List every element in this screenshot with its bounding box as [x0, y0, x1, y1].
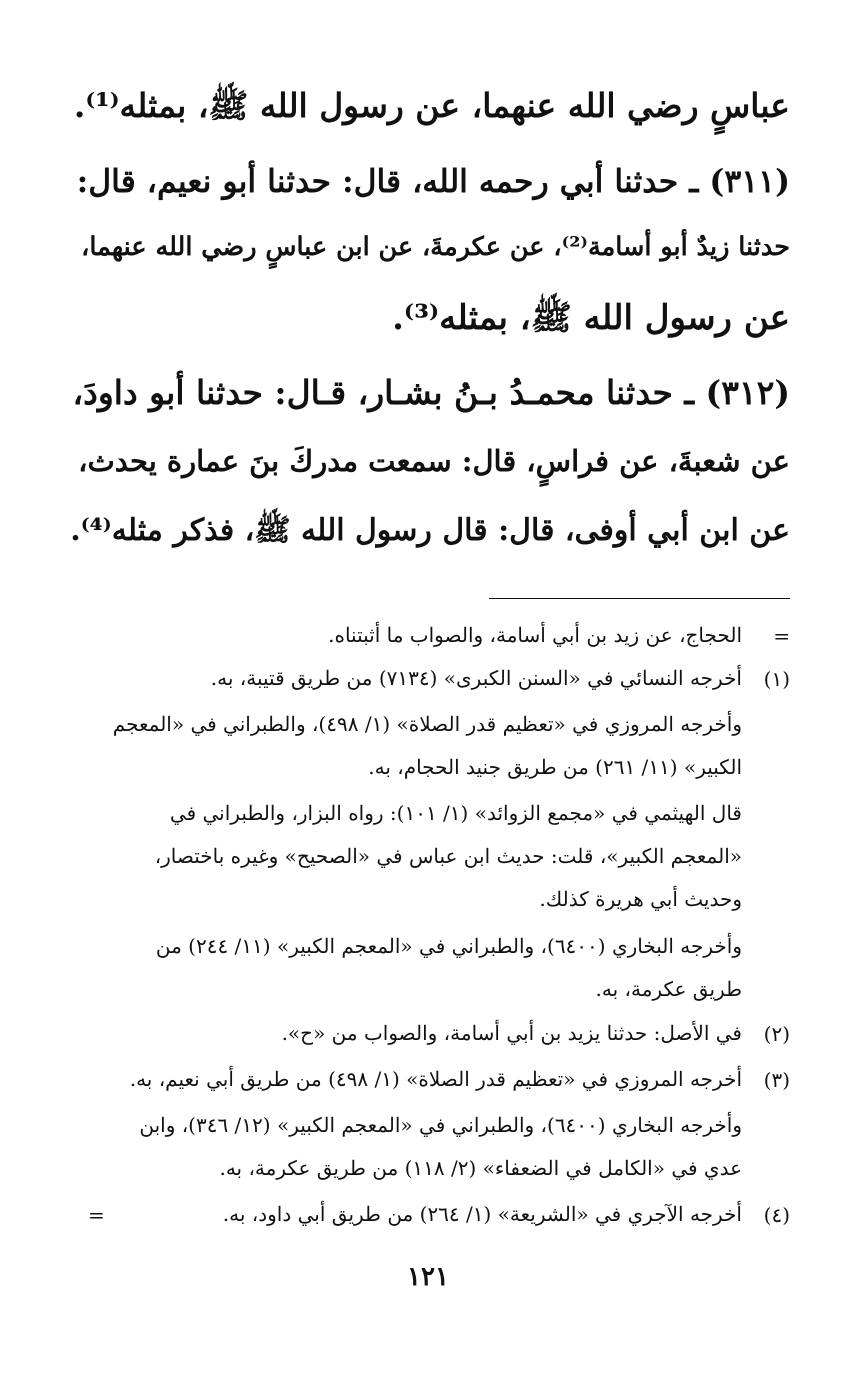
- main-line-7: عن ابن أبي أوفى، قال: قال رسول الله ﷺ، فذكر مثله⁽⁴⁾.: [70, 513, 790, 548]
- main-line-4: عن رسول الله ﷺ، بمثله⁽³⁾.: [392, 298, 790, 338]
- footnote-1-line-7: وأخرجه البخاري (٦٤٠٠)، والطبراني في «المعجم الكبير» (١١/ ٢٤٤) من: [155, 934, 742, 958]
- main-line-1: عباسٍ رضي الله عنهما، عن رسول الله ﷺ، بمثله⁽¹⁾.: [73, 86, 790, 125]
- footnote-1-mark: (١): [763, 667, 790, 691]
- footnote-4-line-1: أخرجه الآجري في «الشريعة» (١/ ٢٦٤) من طريق أبي داود، به.: [222, 1202, 742, 1226]
- footnote-1-line-6: وحديث أبي هريرة كذلك.: [539, 887, 742, 911]
- footnote-2-line-1: في الأصل: حدثنا يزيد بن أبي أسامة، والصواب من «ح».: [281, 1021, 742, 1045]
- footnote-2-mark: (٢): [763, 1022, 790, 1046]
- footnote-3-line-3: عدي في «الكامل في الضعفاء» (٢/ ١١٨) من طريق عكرمة، به.: [219, 1156, 742, 1180]
- page-number: ١٢١: [407, 1262, 449, 1292]
- footnote-1-line-3: الكبير» (١١/ ٢٦١) من طريق جنيد الحجام، به.: [368, 755, 742, 779]
- footnote-1-line-1: أخرجه النسائي في «السنن الكبرى» (٧١٣٤) من طريق قتيبة، به.: [210, 666, 742, 690]
- footnote-1-line-4: قال الهيثمي في «مجمع الزوائد» (١/ ١٠١): رواه البزار، والطبراني في: [169, 801, 742, 825]
- main-line-6: عن شعبةَ، عن فراسٍ، قال: سمعت مدركَ بنَ عمارة يحدث،: [78, 444, 790, 478]
- footnote-3-line-1: أخرجه المروزي في «تعظيم قدر الصلاة» (١/ ٤٩٨) من طريق أبي نعيم، به.: [129, 1067, 742, 1091]
- footnote-3-mark: (٣): [763, 1068, 790, 1092]
- main-line-2: (٣١١) ـ حدثنا أبي رحمه الله، قال: حدثنا أبو نعيم، قال:: [76, 163, 790, 200]
- footnote-separator: [489, 598, 790, 599]
- footnote-1-line-5: «المعجم الكبير»، قلت: حديث ابن عباس في «الصحيح» وغيره باختصار،: [154, 844, 742, 868]
- footnote-1-line-2: وأخرجه المروزي في «تعظيم قدر الصلاة» (١/ ٤٩٨)، والطبراني في «المعجم: [112, 712, 742, 736]
- footnote-continuation-mark: =: [773, 624, 790, 648]
- footnote-4-mark: (٤): [763, 1203, 790, 1227]
- footnote-continues-mark: =: [88, 1203, 105, 1227]
- footnote-1-line-8: طريق عكرمة، به.: [595, 977, 742, 1001]
- footnote-3-line-2: وأخرجه البخاري (٦٤٠٠)، والطبراني في «المعجم الكبير» (١٢/ ٣٤٦)، وابن: [139, 1113, 742, 1137]
- main-line-5: (٣١٢) ـ حدثنا محمـدُ بـنُ بشـار، قـال: حدثنا أبو داودَ،: [72, 373, 790, 412]
- footnote-continuation: الحجاج، عن زيد بن أبي أسامة، والصواب ما أثبتناه.: [328, 623, 742, 647]
- main-line-3: حدثنا زيدٌ أبو أسامة⁽²⁾، عن عكرمةَ، عن ابن عباسٍ رضي الله عنهما،: [81, 232, 790, 262]
